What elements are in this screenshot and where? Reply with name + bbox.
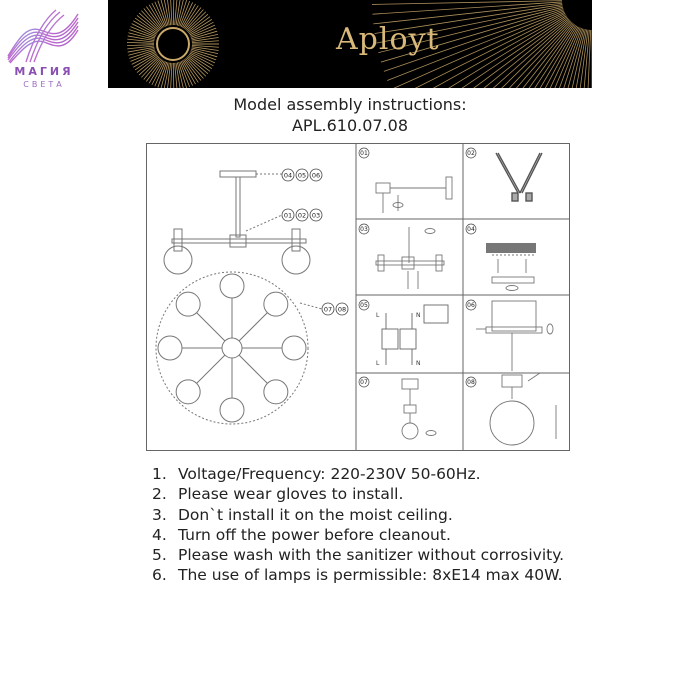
note-item — [152, 505, 564, 525]
note-number: 4. — [152, 525, 167, 544]
note-text: Voltage/Frequency: 220-230V 50-60Hz. — [178, 465, 481, 483]
panel-05-label: 05 — [360, 302, 368, 309]
note-number: 5. — [152, 546, 167, 565]
assembly-diagram — [146, 143, 570, 451]
note-text: Please wear gloves to install. — [178, 485, 404, 504]
globe-shade — [220, 274, 244, 298]
note-item — [152, 545, 564, 565]
globe-shade — [176, 292, 200, 316]
globe-shade — [220, 398, 244, 422]
panel-04-drawing — [486, 243, 536, 291]
note-item — [152, 464, 564, 484]
chandelier-side-view — [164, 171, 310, 274]
brand-banner — [108, 0, 592, 88]
callout-05: 05 — [297, 171, 307, 180]
wire-label-n-top: N — [416, 312, 421, 319]
panel-05-drawing — [382, 305, 448, 365]
panel-07-label: 07 — [360, 379, 368, 386]
note-item — [152, 484, 564, 504]
panel-08-drawing — [490, 373, 556, 445]
note-number: 6. — [152, 566, 167, 585]
note-number: 1. — [152, 465, 167, 483]
note-text: Turn off the power before cleanout. — [178, 525, 451, 544]
callout-08: 08 — [337, 305, 347, 314]
panel-06-drawing — [476, 301, 553, 371]
callout-04: 04 — [283, 171, 293, 180]
globe-shade — [264, 380, 288, 404]
globe-shade — [158, 336, 182, 360]
wire-label-l-bottom: L — [376, 360, 380, 367]
panel-06-label: 06 — [467, 302, 475, 309]
store-logo — [0, 0, 92, 96]
note-text: Don`t install it on the moist ceiling. — [178, 505, 453, 524]
panel-03-label: 03 — [360, 226, 368, 233]
note-item — [152, 565, 564, 585]
note-item — [152, 525, 564, 545]
callout-03: 03 — [311, 211, 321, 220]
panel-numbers — [359, 148, 476, 387]
panel-03-drawing — [376, 227, 444, 289]
model-number: APL.610.07.08 — [291, 116, 409, 135]
brand-name: Aployt — [336, 22, 440, 57]
note-number: 3. — [152, 505, 167, 524]
callout-06: 06 — [311, 171, 321, 180]
panel-01-drawing — [376, 177, 452, 213]
callout-07: 07 — [323, 305, 333, 314]
instruction-notes — [152, 464, 564, 586]
panel-01-label: 01 — [360, 150, 368, 157]
chandelier-top-view — [156, 272, 308, 424]
panel-08-label: 08 — [467, 379, 475, 386]
wire-label-l-top: L — [376, 312, 380, 319]
callout-01: 01 — [283, 211, 293, 220]
note-text: The use of lamps is permissible: 8xE14 max 40W. — [178, 566, 563, 585]
note-text: Please wash with the sanitizer without corrosivity. — [178, 546, 565, 565]
globe-shade — [176, 380, 200, 404]
callout-02: 02 — [297, 211, 307, 220]
page-title: Model assembly instructions: — [233, 95, 467, 114]
panel-07-drawing — [402, 379, 436, 439]
note-number: 2. — [152, 485, 167, 504]
panel-02-label: 02 — [467, 150, 475, 157]
diagram-frame — [147, 144, 570, 451]
panel-04-label: 04 — [467, 226, 475, 233]
wave-logo-icon — [6, 6, 80, 64]
logo-name: МАГИЯ — [14, 65, 74, 78]
logo-subname: СВЕТА — [23, 80, 65, 89]
panel-02-drawing — [496, 153, 542, 201]
globe-shade — [264, 292, 288, 316]
globe-shade — [282, 336, 306, 360]
wire-label-n-bottom: N — [416, 360, 421, 367]
